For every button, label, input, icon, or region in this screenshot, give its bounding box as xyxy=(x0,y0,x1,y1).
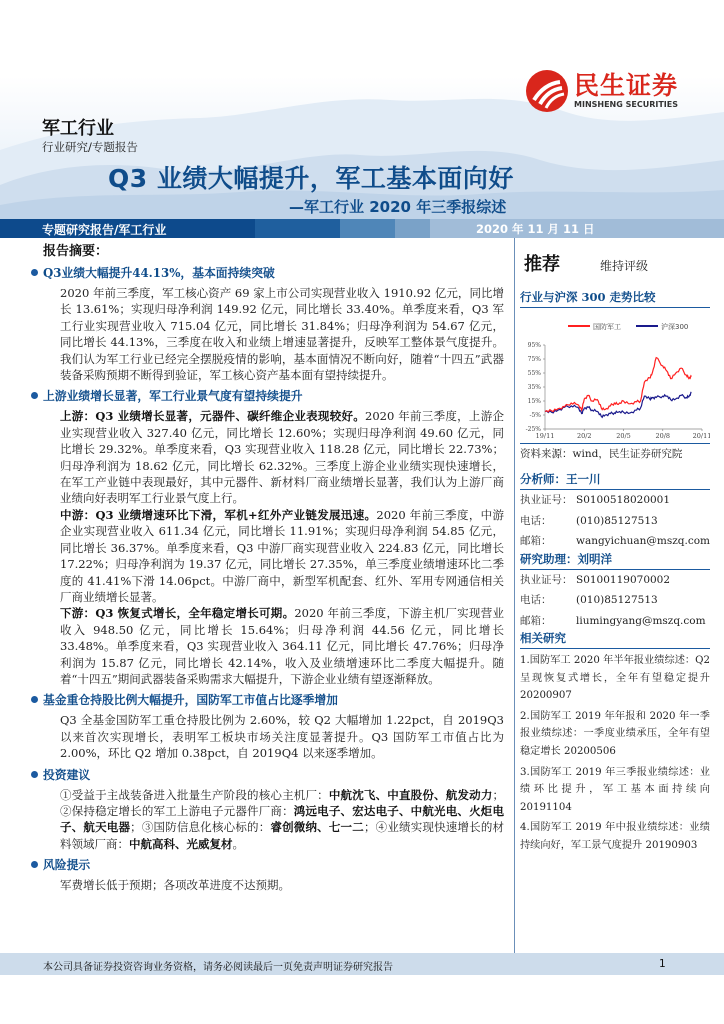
brand-name-en: MINSHENG SECURITIES xyxy=(574,100,678,109)
section-heading: 风险提示 xyxy=(43,856,504,874)
summary-column xyxy=(30,242,504,898)
svg-text:20/5: 20/5 xyxy=(616,432,631,440)
report-date: 2020 年 11 月 11 日 xyxy=(476,222,595,236)
assistant-heading: 研究助理：刘明洋 xyxy=(520,552,710,570)
section-paragraph-downstream: 下游：Q3 恢复式增长，全年稳定增长可期。2020 年前三季度，下游主机厂实现营业收入 948.50 亿元，同比增长 15.64%；归母净利润 44.56 亿元，同比增长 33.48%。单季度来看，Q3 实现营业收入 364.11 亿元，同比增长 47.76%；归母净利润为 15.87 亿元，同比增长 42.14%，收入及业绩增速环比二季度大幅提升。随着“十四五”期间武器装备采购需求大幅提升，下游企业业绩有望逐渐释放。 xyxy=(60,606,504,686)
chart-title: 行业与沪深 300 走势比较 xyxy=(520,290,710,308)
svg-text:沪深300: 沪深300 xyxy=(661,323,689,331)
brand-name-cn: 民生证券 xyxy=(574,71,679,100)
assistant-license: 执业证号： S0100119070002 xyxy=(520,573,671,586)
series-line xyxy=(545,358,692,412)
section-heading: 上游业绩增长显著，军工行业景气度有望持续提升 xyxy=(43,387,504,405)
svg-text:95%: 95% xyxy=(527,342,541,349)
page-subtitle: —军工行业 2020 年三季报综述 xyxy=(289,198,507,216)
assistant-phone: 电话： (010)85127513 xyxy=(520,594,658,606)
section-heading: 投资建议 xyxy=(43,766,504,784)
page-number: 1 xyxy=(659,958,666,970)
minsheng-logo-icon xyxy=(526,70,568,112)
bullet-icon xyxy=(31,696,38,703)
svg-text:-5%: -5% xyxy=(529,412,541,419)
rating-note: 维持评级 xyxy=(600,259,649,273)
assistant-email[interactable]: 邮箱： liumingyang@mszq.com xyxy=(520,614,706,627)
section-paragraph-midstream: 中游：Q3 业绩增速环比下滑，军机+红外产业链发展迅速。2020 年前三季度，中游企业实现营业收入 611.34 亿元，同比增长 11.91%；实现归母净利润 54.85 亿元，同比增长 36.37%。单季度来看，Q3 中游厂商实现营业收入 224.83 亿元，同比增长 17.22%；归母净利润为 19.37 亿元，同比增长 27.35%，单三季度业绩增速环比二季度的 41.41%下滑 14.06pct。中游厂商中，新型军机配套、红外、军用专网通信相关厂商业绩增长显著。 xyxy=(60,507,504,604)
svg-text:国防军工: 国防军工 xyxy=(593,323,621,331)
analyst-heading: 分析师：王一川 xyxy=(520,472,710,490)
brand-logo xyxy=(526,70,678,112)
analyst-license: 执业证号： S0100518020001 xyxy=(520,494,671,506)
investment-advice: ①受益于主战装备进入批量生产阶段的核心主机厂：中航沈飞、中直股份、航发动力；②保持稳定增长的军工上游电子元器件厂商：鸿远电子、宏达电子、中航光电、火炬电子、航天电器；③国防信息化核心标的：睿创微纳、七一二；④业绩实现快速增长的材料领域厂商：中航高科、光威复材。 xyxy=(60,787,505,851)
svg-text:20/11: 20/11 xyxy=(692,432,710,440)
section-heading: Q3业绩大幅提升44.13%，基本面持续突破 xyxy=(43,264,504,282)
related-research-heading: 相关研究 xyxy=(520,631,710,649)
section-paragraph: 2020 年前三季度，军工核心资产 69 家上市公司实现营业收入 1910.92 亿元，同比增长 13.61%；实现归母净利润 149.92 亿元，同比增长 33.40%。单季度来看，Q3 军工行业实现营业收入 715.04 亿元，同比增长 31.84%；归母净利润为 54.67 亿元，同比增长 44.13%，三季度在收入和业绩上增速显著提升，反映军工整体景气度提升。我们认为军工行业已经完全摆脱疫情的影响，基本面情况不断向好，随着“十四五”武器装备采购预期不断得到验证，军工核心资产基本面有望持续提升。 xyxy=(60,286,504,383)
line-chart xyxy=(520,308,710,443)
page-title: Q3 业绩大幅提升，军工基本面向好 xyxy=(108,164,514,193)
chart-source: 资料来源：wind，民生证券研究院 xyxy=(520,443,710,462)
industry-title: 军工行业 xyxy=(42,118,114,139)
svg-text:55%: 55% xyxy=(527,370,541,377)
bullet-icon xyxy=(31,392,38,399)
bullet-icon xyxy=(31,269,38,276)
related-item[interactable]: 1.国防军工 2020 年半年报业绩综述：Q2 呈现恢复式增长，全年有望稳定提升 20200907 xyxy=(520,655,710,702)
svg-text:35%: 35% xyxy=(527,384,541,391)
analyst-phone: 电话： (010)85127513 xyxy=(520,514,658,527)
section-heading: 基金重仓持股比例大幅提升，国防军工市值占比逐季增加 xyxy=(43,691,504,709)
bullet-icon xyxy=(31,771,38,778)
trend-chart xyxy=(520,308,710,443)
footer-disclaimer: 本公司具备证券投资咨询业务资格，请务必阅读最后一页免责声明证券研究报告 xyxy=(43,962,393,973)
svg-text:15%: 15% xyxy=(527,398,541,405)
svg-text:-25%: -25% xyxy=(525,426,541,433)
report-type-label: 专题研究报告/军工行业 xyxy=(42,223,167,237)
bullet-icon xyxy=(31,861,38,868)
risk-paragraph: 军费增长低于预期；各项改革进度不达预期。 xyxy=(60,878,290,893)
column-divider xyxy=(514,238,515,958)
analyst-email[interactable]: 邮箱： wangyichuan@mszq.com xyxy=(520,535,710,547)
report-category: 行业研究/专题报告 xyxy=(42,140,138,154)
rating-block xyxy=(520,240,710,284)
section-paragraph: Q3 全基金国防军工重仓持股比例为 2.60%，较 Q2 大幅增加 1.22pct，自 2019Q3 以来首次实现增长，表明军工板块市场关注度显著提升。Q3 国防军工市值占比为 2.00%，环比 Q2 增加 0.38pct，自 2019Q4 以来逐季增加。 xyxy=(60,713,504,761)
svg-text:20/2: 20/2 xyxy=(576,432,592,440)
section-paragraph-upstream: 上游：Q3 业绩增长显著，元器件、碳纤维企业表现较好。2020 年前三季度，上游企业实现营业收入 327.40 亿元，同比增长 12.60%；实现归母净利润 49.60 亿元，同比增长 29.32%。单季度来看，Q3 实现营业收入 118.28 亿元，同比增长 22.73%；归母净利润为 18.62 亿元，同比增长 62.32%。三季度上游企业业绩实现快速增长，在军工产业链中表现最好，其中元器件、新材料厂商业绩增长显著，我们认为上游厂商业绩向好表明军工行业景气度上行。 xyxy=(60,409,504,506)
related-item[interactable]: 4.国防军工 2019 年中报业绩综述：业绩持续向好，军工景气度提升 20190903 xyxy=(520,822,710,851)
summary-title: 报告摘要： xyxy=(43,244,109,259)
svg-text:20/8: 20/8 xyxy=(655,432,671,440)
sidebar-column xyxy=(520,240,710,855)
svg-text:75%: 75% xyxy=(527,356,541,363)
related-item[interactable]: 3.国防军工 2019 年三季报业绩综述：业绩环比提升，军工基本面持续向 20191104 xyxy=(520,766,710,813)
rating: 推荐 xyxy=(524,254,560,275)
report-header xyxy=(0,0,724,219)
svg-text:19/11: 19/11 xyxy=(535,432,555,440)
related-item[interactable]: 2.国防军工 2019 年年报和 2020 年一季报业绩综述：一季度业绩承压，全年有望稳定增长 20200506 xyxy=(520,710,710,757)
